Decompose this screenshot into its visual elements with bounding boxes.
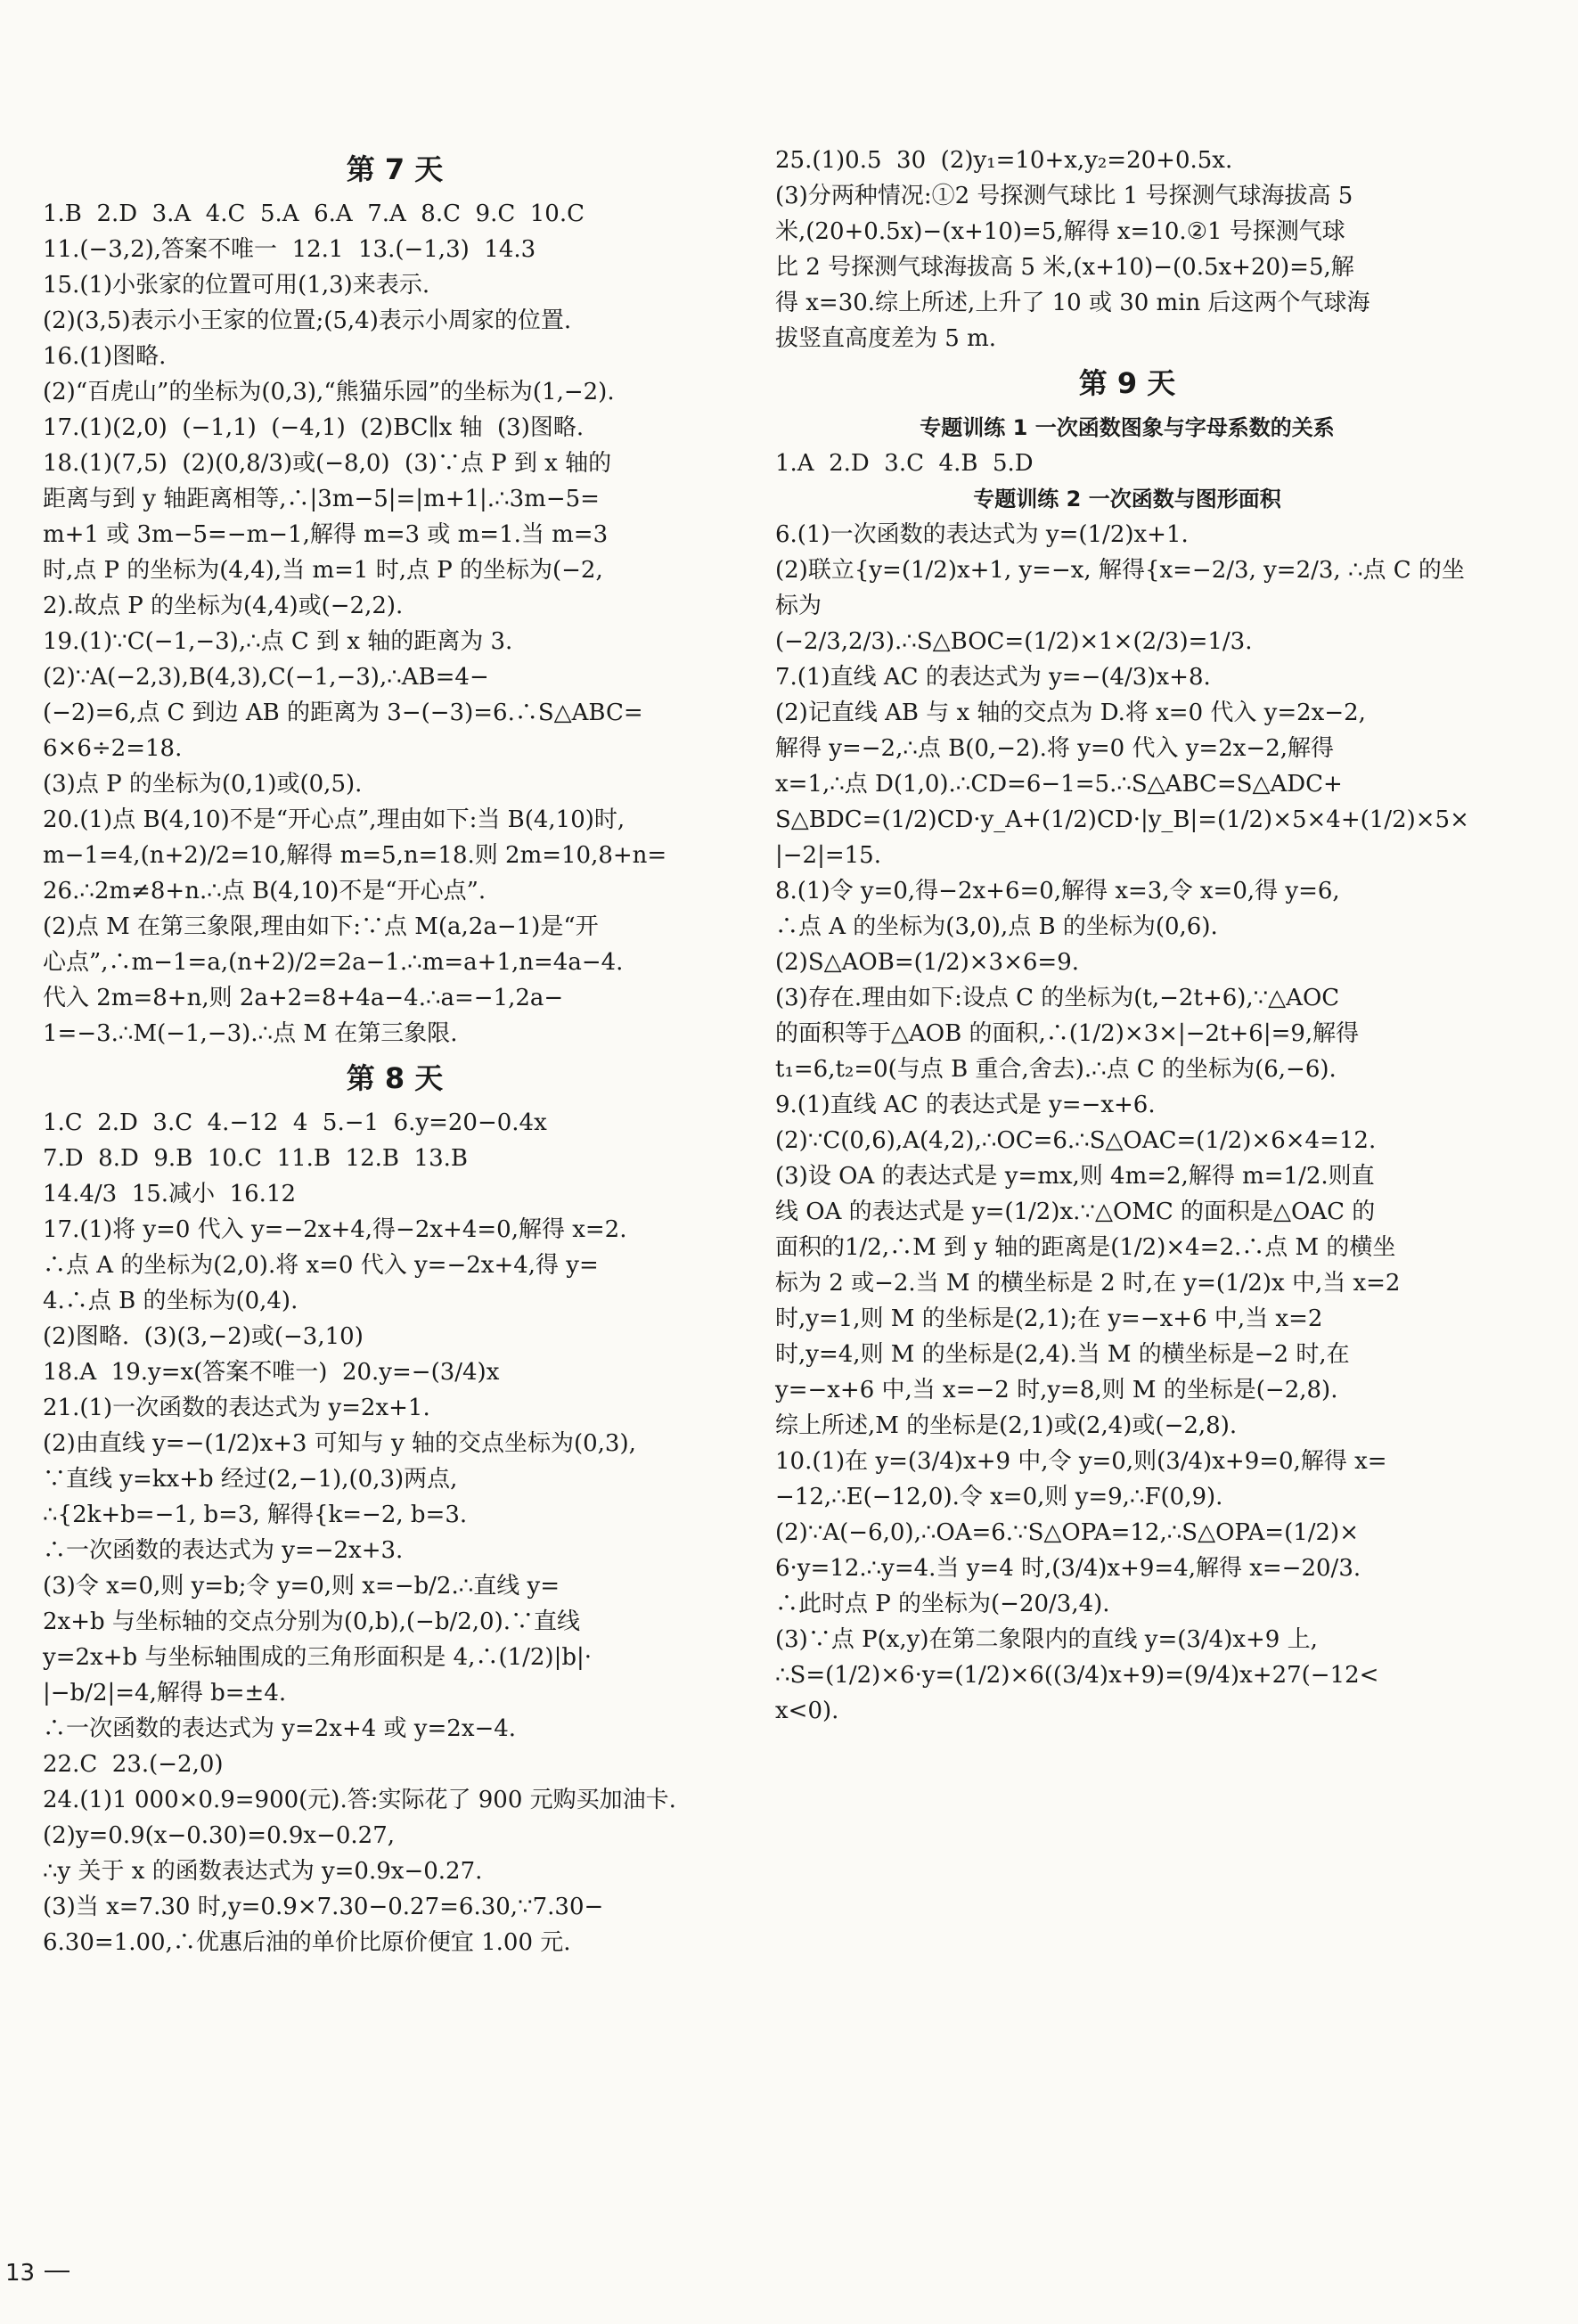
answer-line: ∴{2k+b=−1, b=3, 解得{k=−2, b=3. xyxy=(43,1502,468,1528)
answer-line: 解得 y=−2,∴点 B(0,−2).将 y=0 代入 y=2x−2,解得 xyxy=(775,735,1335,762)
answer-line: (2)∵C(0,6),A(4,2),∴OC=6.∴S△OAC=(1/2)×6×4=12. xyxy=(775,1127,1377,1154)
page-number: 13 xyxy=(5,2260,36,2287)
answer-line: (3)点 P 的坐标为(0,1)或(0,5). xyxy=(43,771,363,798)
answer-line: 1.B 2.D 3.A 4.C 5.A 6.A 7.A 8.C 9.C 10.C xyxy=(43,200,585,227)
answer-line: 7.D 8.D 9.B 10.C 11.B 12.B 13.B xyxy=(43,1145,469,1172)
answer-line: 线 OA 的表达式是 y=(1/2)x.∵△OMC 的面积是△OAC 的 xyxy=(775,1199,1376,1225)
answer-line: ∵直线 y=kx+b 经过(2,−1),(0,3)两点, xyxy=(43,1466,458,1493)
answer-line: 21.(1)一次函数的表达式为 y=2x+1. xyxy=(43,1395,430,1421)
answer-line: (2)∵A(−6,0),∴OA=6.∵S△OPA=12,∴S△OPA=(1/2)× xyxy=(775,1519,1359,1546)
answer-line: 的面积等于△AOB 的面积,∴(1/2)×3×|−2t+6|=9,解得 xyxy=(775,1020,1360,1047)
answer-line: 1=−3.∴M(−1,−3).∴点 M 在第三象限. xyxy=(43,1020,458,1047)
answer-line: 代入 2m=8+n,则 2a+2=8+4a−4.∴a=−1,2a− xyxy=(43,985,564,1011)
answer-line: 面积的1/2,∴M 到 y 轴的距离是(1/2)×4=2.∴点 M 的横坐 xyxy=(775,1234,1396,1261)
answer-line: (−2)=6,点 C 到边 AB 的距离为 3−(−3)=6.∴S△ABC= xyxy=(43,700,643,726)
answer-line: 16.(1)图略. xyxy=(43,343,167,370)
answer-line: (3)分两种情况:①2 号探测气球比 1 号探测气球海拔高 5 xyxy=(775,183,1353,209)
answer-line: 6·y=12.∴y=4.当 y=4 时,(3/4)x+9=4,解得 x=−20/3. xyxy=(775,1555,1361,1582)
answer-line: x=1,∴点 D(1,0).∴CD=6−1=5.∴S△ABC=S△ADC+ xyxy=(775,771,1343,798)
answer-line: ∴S=(1/2)×6·y=(1/2)×6((3/4)x+9)=(9/4)x+27(−12< xyxy=(775,1662,1379,1689)
answer-line: (2)(3,5)表示小王家的位置;(5,4)表示小周家的位置. xyxy=(43,307,572,334)
answer-line: 24.(1)1 000×0.9=900(元).答:实际花了 900 元购买加油卡. xyxy=(43,1787,676,1813)
answer-line: (−2/3,2/3).∴S△BOC=(1/2)×1×(2/3)=1/3. xyxy=(775,628,1253,655)
topic-heading: 专题训练 1 一次函数图象与字母系数的关系 xyxy=(920,415,1335,440)
answer-line: 19.(1)∵C(−1,−3),∴点 C 到 x 轴的距离为 3. xyxy=(43,628,513,655)
answer-line: 心点”,∴m−1=a,(n+2)/2=2a−1.∴m=a+1,n=4a−4. xyxy=(43,949,624,976)
answer-line: 1.C 2.D 3.C 4.−12 4 5.−1 6.y=20−0.4x xyxy=(43,1109,547,1136)
answer-line: 8.(1)令 y=0,得−2x+6=0,解得 x=3,令 x=0,得 y=6, xyxy=(775,878,1340,904)
answer-line: S△BDC=(1/2)CD·y_A+(1/2)CD·|y_B|=(1/2)×5×4+(1/2)×5× xyxy=(775,806,1469,833)
answer-line: ∴点 A 的坐标为(3,0),点 B 的坐标为(0,6). xyxy=(775,913,1218,940)
answer-line: 20.(1)点 B(4,10)不是“开心点”,理由如下:当 B(4,10)时, xyxy=(43,806,625,833)
answer-line: 17.(1)将 y=0 代入 y=−2x+4,得−2x+4=0,解得 x=2. xyxy=(43,1216,627,1243)
answer-line: y=2x+b 与坐标轴围成的三角形面积是 4,∴(1/2)|b|· xyxy=(43,1644,593,1671)
answer-line: 标为 2 或−2.当 M 的横坐标是 2 时,在 y=(1/2)x 中,当 x=2 xyxy=(775,1270,1401,1297)
answer-line: 比 2 号探测气球海拔高 5 米,(x+10)−(0.5x+20)=5,解 xyxy=(775,254,1354,281)
answer-line: 26.∴2m≠8+n.∴点 B(4,10)不是“开心点”. xyxy=(43,878,486,904)
answer-line: 7.(1)直线 AC 的表达式为 y=−(4/3)x+8. xyxy=(775,664,1211,691)
footer-rule xyxy=(45,2271,69,2272)
answer-line: 9.(1)直线 AC 的表达式是 y=−x+6. xyxy=(775,1092,1156,1118)
answer-line: x<0). xyxy=(775,1698,839,1724)
answer-line: (3)∵点 P(x,y)在第二象限内的直线 y=(3/4)x+9 上, xyxy=(775,1626,1318,1653)
answer-line: (3)令 x=0,则 y=b;令 y=0,则 x=−b/2.∴直线 y= xyxy=(43,1573,560,1600)
answer-line: 11.(−3,2),答案不唯一 12.1 13.(−1,3) 14.3 xyxy=(43,236,536,263)
answer-line: (2)∵A(−2,3),B(4,3),C(−1,−3),∴AB=4− xyxy=(43,664,489,691)
day-heading: 第 9 天 xyxy=(1078,366,1176,400)
right-column xyxy=(775,143,1479,1729)
answer-line: 14.4/3 15.减小 16.12 xyxy=(43,1181,297,1207)
answer-line: 时,y=4,则 M 的坐标是(2,4).当 M 的横坐标是−2 时,在 xyxy=(775,1341,1350,1368)
answer-line: ∴一次函数的表达式为 y=−2x+3. xyxy=(43,1537,404,1564)
answer-line: 得 x=30.综上所述,上升了 10 或 30 min 后这两个气球海 xyxy=(775,290,1370,316)
answer-line: ∴一次函数的表达式为 y=2x+4 或 y=2x−4. xyxy=(43,1715,517,1742)
answer-line: t₁=6,t₂=0(与点 B 重合,舍去).∴点 C 的坐标为(6,−6). xyxy=(775,1056,1337,1083)
answer-line: 1.A 2.D 3.C 4.B 5.D xyxy=(775,450,1034,477)
answer-line: ∴点 A 的坐标为(2,0).将 x=0 代入 y=−2x+4,得 y= xyxy=(43,1252,599,1279)
answer-line: ∴y 关于 x 的函数表达式为 y=0.9x−0.27. xyxy=(43,1858,483,1885)
answer-line: 2x+b 与坐标轴的交点分别为(0,b),(−b/2,0).∵直线 xyxy=(43,1608,580,1635)
answer-line: y=−x+6 中,当 x=−2 时,y=8,则 M 的坐标是(−2,8). xyxy=(775,1377,1338,1403)
answer-line: 6.30=1.00,∴优惠后油的单价比原价便宜 1.00 元. xyxy=(43,1929,571,1956)
answer-line: −12,∴E(−12,0).令 x=0,则 y=9,∴F(0,9). xyxy=(775,1484,1223,1510)
answer-line: m−1=4,(n+2)/2=10,解得 m=5,n=18.则 2m=10,8+n= xyxy=(43,842,667,869)
answer-line: (3)当 x=7.30 时,y=0.9×7.30−0.27=6.30,∵7.30− xyxy=(43,1894,604,1920)
answer-line: m+1 或 3m−5=−m−1,解得 m=3 或 m=1.当 m=3 xyxy=(43,521,609,548)
answer-line: 15.(1)小张家的位置可用(1,3)来表示. xyxy=(43,272,430,299)
answer-line: (3)设 OA 的表达式是 y=mx,则 4m=2,解得 m=1/2.则直 xyxy=(775,1163,1375,1190)
answer-line: (2)图略. (3)(3,−2)或(−3,10) xyxy=(43,1323,364,1350)
answer-line: 6.(1)一次函数的表达式为 y=(1/2)x+1. xyxy=(775,521,1189,548)
answer-line: 18.(1)(7,5) (2)(0,8/3)或(−8,0) (3)∵点 P 到 x 轴的 xyxy=(43,450,612,477)
answer-line: |−b/2|=4,解得 b=±4. xyxy=(43,1680,287,1706)
answer-line: ∴此时点 P 的坐标为(−20/3,4). xyxy=(775,1591,1110,1617)
answer-line: 4.∴点 B 的坐标为(0,4). xyxy=(43,1288,298,1314)
answer-line: (2)“百虎山”的坐标为(0,3),“熊猫乐园”的坐标为(1,−2). xyxy=(43,379,615,405)
left-column xyxy=(43,143,747,1960)
answer-line: (2)由直线 y=−(1/2)x+3 可知与 y 轴的交点坐标为(0,3), xyxy=(43,1430,636,1457)
answer-line: 拔竖直高度差为 5 m. xyxy=(775,325,996,352)
answer-line: 2).故点 P 的坐标为(4,4)或(−2,2). xyxy=(43,593,404,619)
answer-line: 米,(20+0.5x)−(x+10)=5,解得 x=10.②1 号探测气球 xyxy=(775,218,1345,245)
answer-line: 6×6÷2=18. xyxy=(43,735,183,762)
day-heading: 第 8 天 xyxy=(346,1061,444,1095)
answer-line: 时,y=1,则 M 的坐标是(2,1);在 y=−x+6 中,当 x=2 xyxy=(775,1305,1323,1332)
answer-line: 17.(1)(2,0) (−1,1) (−4,1) (2)BC∥x 轴 (3)图略. xyxy=(43,414,585,441)
answer-line: 10.(1)在 y=(3/4)x+9 中,令 y=0,则(3/4)x+9=0,解得 x= xyxy=(775,1448,1387,1475)
topic-heading: 专题训练 2 一次函数与图形面积 xyxy=(973,487,1281,511)
answer-line: 18.A 19.y=x(答案不唯一) 20.y=−(3/4)x xyxy=(43,1359,500,1386)
answer-line: (2)记直线 AB 与 x 轴的交点为 D.将 x=0 代入 y=2x−2, xyxy=(775,700,1366,726)
answer-line: 综上所述,M 的坐标是(2,1)或(2,4)或(−2,8). xyxy=(775,1412,1238,1439)
answer-line: (2)联立{y=(1/2)x+1, y=−x, 解得{x=−2/3, y=2/3, ∴点 C 的坐标为 xyxy=(775,557,1465,619)
answer-line: (3)存在.理由如下:设点 C 的坐标为(t,−2t+6),∵△AOC xyxy=(775,985,1340,1011)
day-heading: 第 7 天 xyxy=(346,152,444,186)
answer-line: 距离与到 y 轴距离相等,∴|3m−5|=|m+1|.∴3m−5= xyxy=(43,486,600,512)
answer-line: (2)S△AOB=(1/2)×3×6=9. xyxy=(775,949,1079,976)
answer-line: (2)y=0.9(x−0.30)=0.9x−0.27, xyxy=(43,1822,396,1849)
answer-line: 22.C 23.(−2,0) xyxy=(43,1751,224,1778)
answer-line: 25.(1)0.5 30 (2)y₁=10+x,y₂=20+0.5x. xyxy=(775,147,1233,174)
answer-line: 时,点 P 的坐标为(4,4),当 m=1 时,点 P 的坐标为(−2, xyxy=(43,557,603,584)
answer-line: |−2|=15. xyxy=(775,842,881,869)
answer-line: (2)点 M 在第三象限,理由如下:∵点 M(a,2a−1)是“开 xyxy=(43,913,599,940)
